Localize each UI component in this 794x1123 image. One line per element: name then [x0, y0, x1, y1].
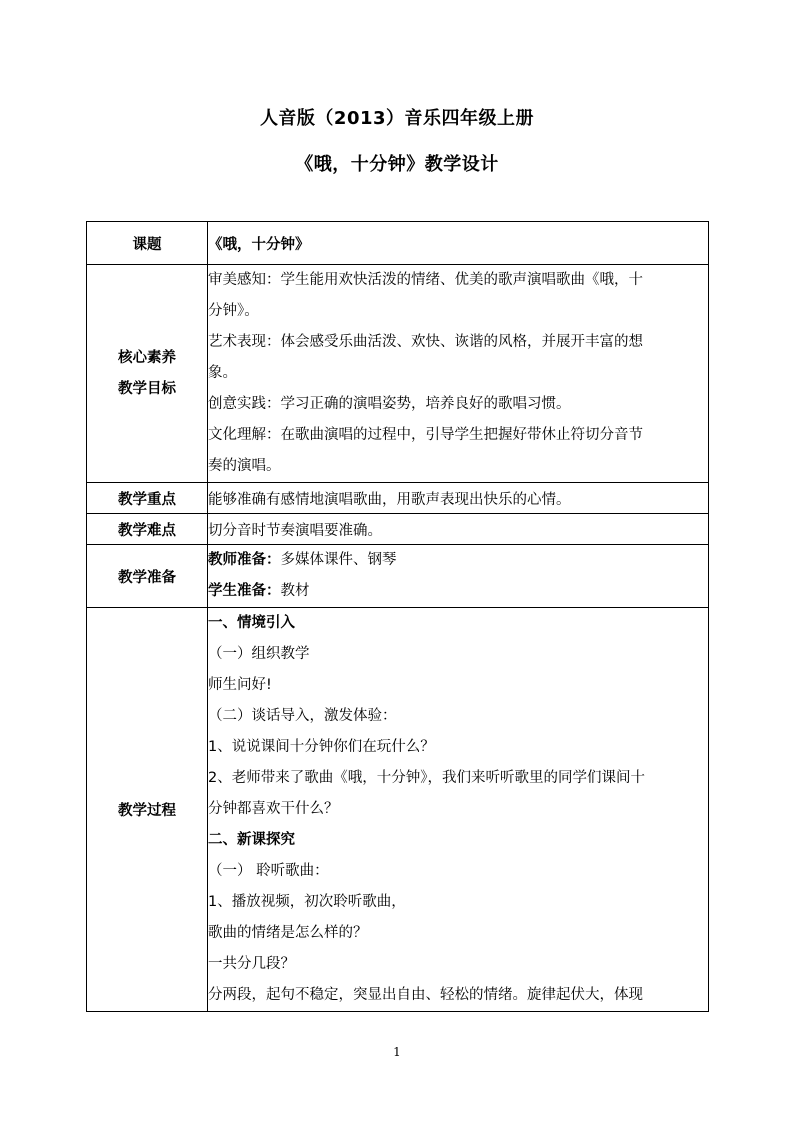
process-line: 1、说说课间十分钟你们在玩什么？: [208, 739, 435, 755]
difficulties-label: 教学难点: [87, 514, 208, 545]
teacher-preparation-label: 教师准备：: [208, 552, 281, 568]
document-subtitle: 《哦，十分钟》教学设计: [295, 154, 499, 175]
goals-label-line-1: 核心素养: [118, 349, 176, 366]
key-points-label: 教学重点: [87, 483, 208, 514]
goals-line: 奏的演唱。: [208, 458, 281, 474]
lesson-plan-table: [86, 221, 709, 1012]
preparation-content: [208, 545, 709, 608]
preparation-label: 教学准备: [87, 545, 208, 608]
process-line: 分钟都喜欢干什么？: [208, 801, 339, 817]
process-line: 二、新课探究: [208, 832, 295, 848]
table-row-process: [87, 608, 709, 1012]
process-line: 2、老师带来了歌曲《哦，十分钟》，我们来听听歌里的同学们课间十: [208, 770, 645, 786]
process-line: 一共分几段？: [208, 956, 295, 972]
table-row-topic: [87, 222, 709, 265]
goals-line: 象。: [208, 365, 237, 381]
goals-label: [87, 265, 208, 483]
process-label: 教学过程: [87, 608, 208, 1012]
student-preparation-value: 教材: [280, 583, 310, 599]
process-line: 分两段，起句不稳定，突显出自由、轻松的情绪。旋律起伏大，体现: [208, 987, 643, 1003]
student-preparation: [208, 576, 708, 607]
goals-line: 文化理解：在歌曲演唱的过程中，引导学生把握好带休止符切分音节: [208, 427, 643, 443]
process-content: [208, 608, 709, 1012]
student-preparation-label: 学生准备：: [208, 583, 281, 599]
teacher-preparation: [208, 545, 708, 576]
difficulties-value: 切分音时节奏演唱要准确。: [208, 514, 709, 545]
goals-line: 审美感知：学生能用欢快活泼的情绪、优美的歌声演唱歌曲《哦，十: [208, 272, 643, 288]
process-line: 师生问好!: [208, 677, 272, 693]
topic-value: 《哦，十分钟》: [208, 222, 709, 265]
goals-content: [208, 265, 709, 483]
goals-line: 分钟》。: [208, 303, 259, 319]
table-row-preparation: [87, 545, 709, 608]
process-line: （二）谈话导入，激发体验：: [208, 708, 397, 724]
table-row-key-points: [87, 483, 709, 514]
page-number: 1: [393, 1045, 401, 1059]
document-title: 人音版（2013）音乐四年级上册: [259, 108, 535, 129]
process-line: （一）组织教学: [208, 646, 310, 662]
goals-line: 艺术表现：体会感受乐曲活泼、欢快、诙谐的风格，并展开丰富的想: [208, 334, 643, 350]
table-row-difficulties: [87, 514, 709, 545]
process-line: 1、播放视频，初次聆听歌曲，: [208, 894, 406, 910]
goals-line: 创意实践：学习正确的演唱姿势，培养良好的歌唱习惯。: [208, 396, 571, 412]
goals-label-line-2: 教学目标: [118, 380, 176, 397]
table-row-goals: [87, 265, 709, 483]
process-line: （一） 聆听歌曲：: [208, 863, 329, 879]
process-line: 歌曲的情绪是怎么样的？: [208, 925, 368, 941]
key-points-value: 能够准确有感情地演唱歌曲，用歌声表现出快乐的心情。: [208, 483, 709, 514]
process-line: 一、情境引入: [208, 615, 295, 631]
topic-label: 课题: [87, 222, 208, 265]
teacher-preparation-value: 多媒体课件、钢琴: [280, 552, 397, 568]
